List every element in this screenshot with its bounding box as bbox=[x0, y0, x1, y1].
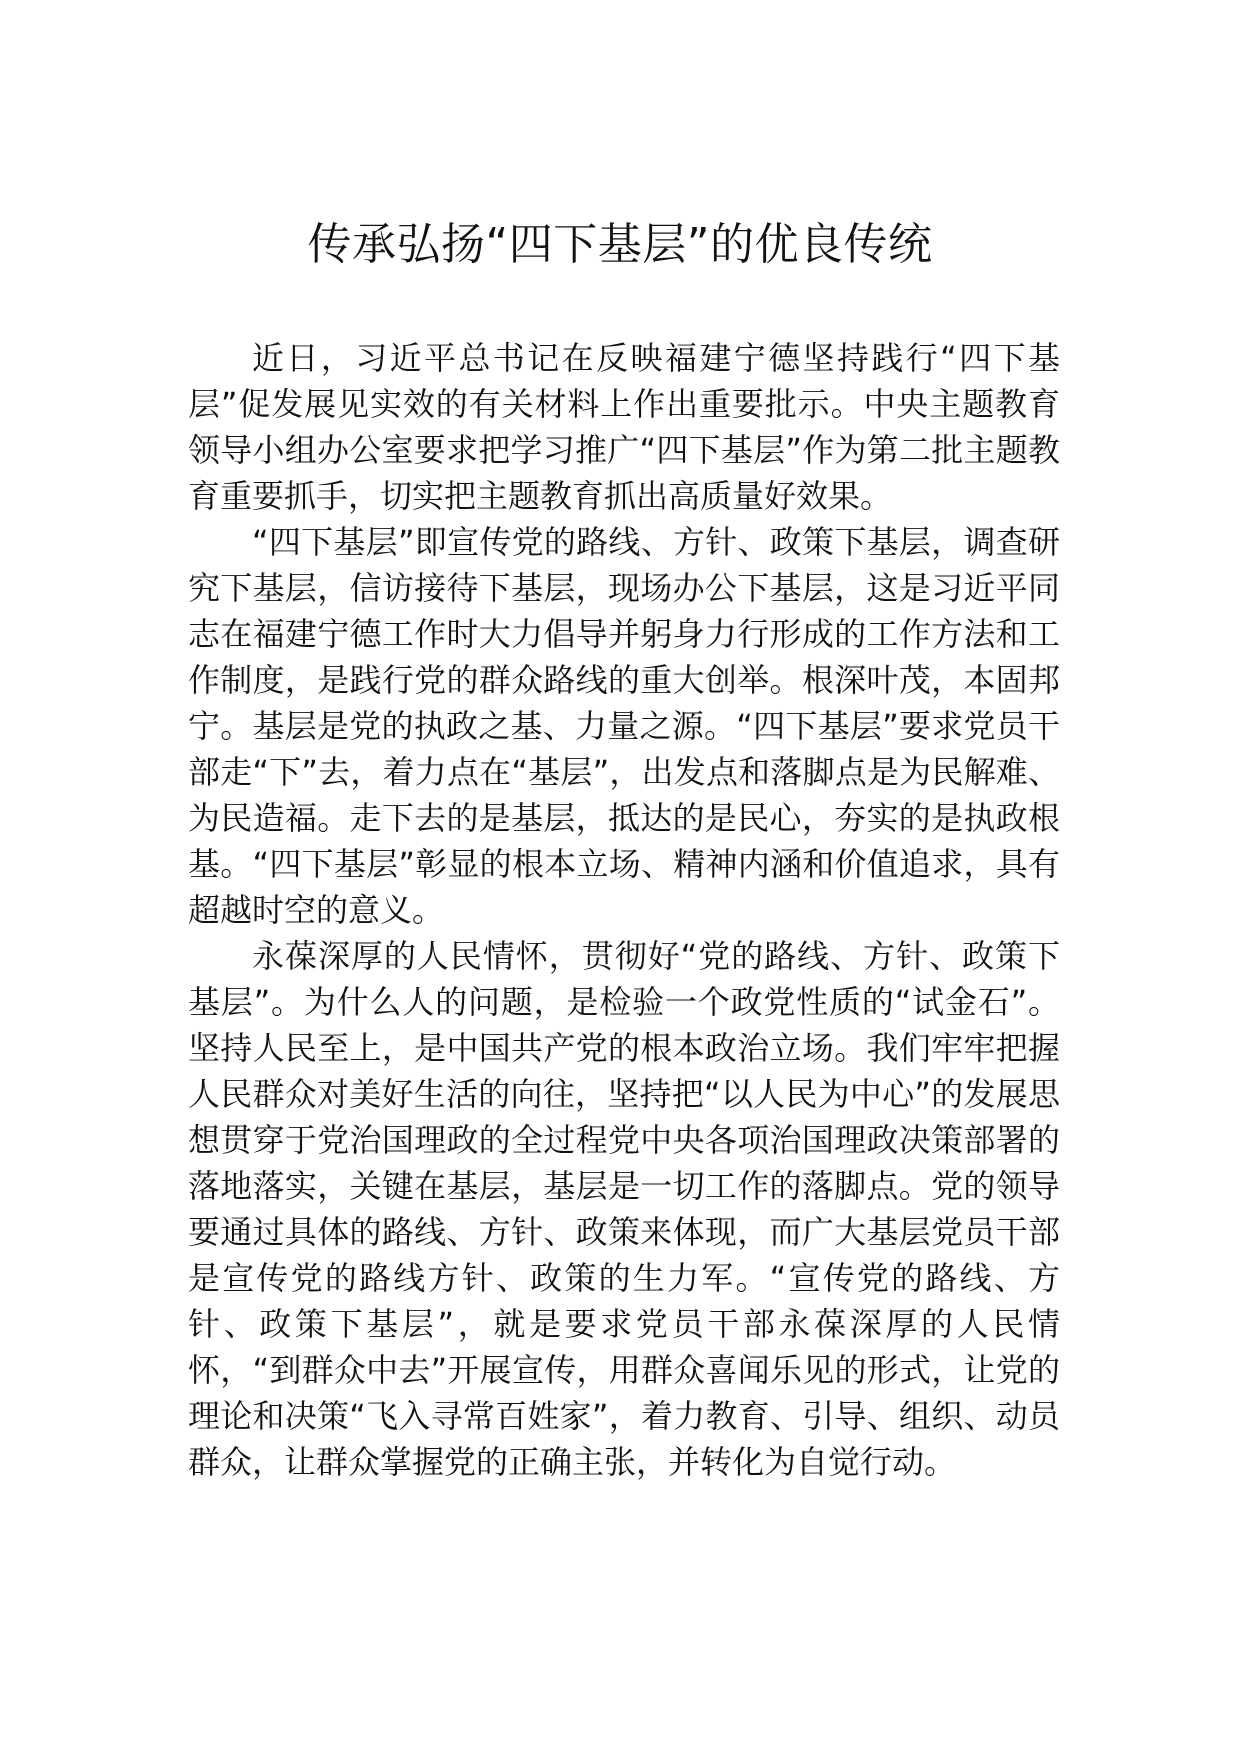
paragraph-1: 近日，习近平总书记在反映福建宁德坚持践行“四下基层”促发展见实效的有关材料上作出重要批示。中央主题教育领导小组办公室要求把学习推广“四下基层”作为第二批主题教育重要抓手，切实把主题教育抓出高质量好效果。 bbox=[188, 339, 1060, 515]
paragraph-2: “四下基层”即宣传党的路线、方针、政策下基层，调查研究下基层，信访接待下基层，现场办公下基层，这是习近平同志在福建宁德工作时大力倡导并躬身力行形成的工作方法和工作制度，是践行党的群众路线的重大创举。根深叶茂，本固邦宁。基层是党的执政之基、力量之源。“四下基层”要求党员干部走“下”去，着力点在“基层”，出发点和落脚点是为民解难、为民造福。走下去的是基层，抵达的是民心，夯实的是执政根基。“四下基层”彰显的根本立场、精神内涵和价值追求，具有超越时空的意义。 bbox=[188, 523, 1060, 929]
document-body bbox=[188, 335, 1060, 1485]
document-title: 传承弘扬“四下基层”的优良传统 bbox=[307, 219, 933, 270]
paragraph-3: 永葆深厚的人民情怀，贯彻好“党的路线、方针、政策下基层”。为什么人的问题，是检验一个政党性质的“试金石”。坚持人民至上，是中国共产党的根本政治立场。我们牢牢把握人民群众对美好生活的向往，坚持把“以人民为中心”的发展思想贯穿于党治国理政的全过程党中央各项治国理政决策部署的落地落实，关键在基层，基层是一切工作的落脚点。党的领导要通过具体的路线、方针、政策来体现，而广大基层党员干部是宣传党的路线方针、政策的生力军。“宣传党的路线、方针、政策下基层”，就是要求党员干部永葆深厚的人民情怀，“到群众中去”开展宣传，用群众喜闻乐见的形式，让党的理论和决策“飞入寻常百姓家”，着力教育、引导、组织、动员群众，让群众掌握党的正确主张，并转化为自觉行动。 bbox=[188, 937, 1060, 1481]
